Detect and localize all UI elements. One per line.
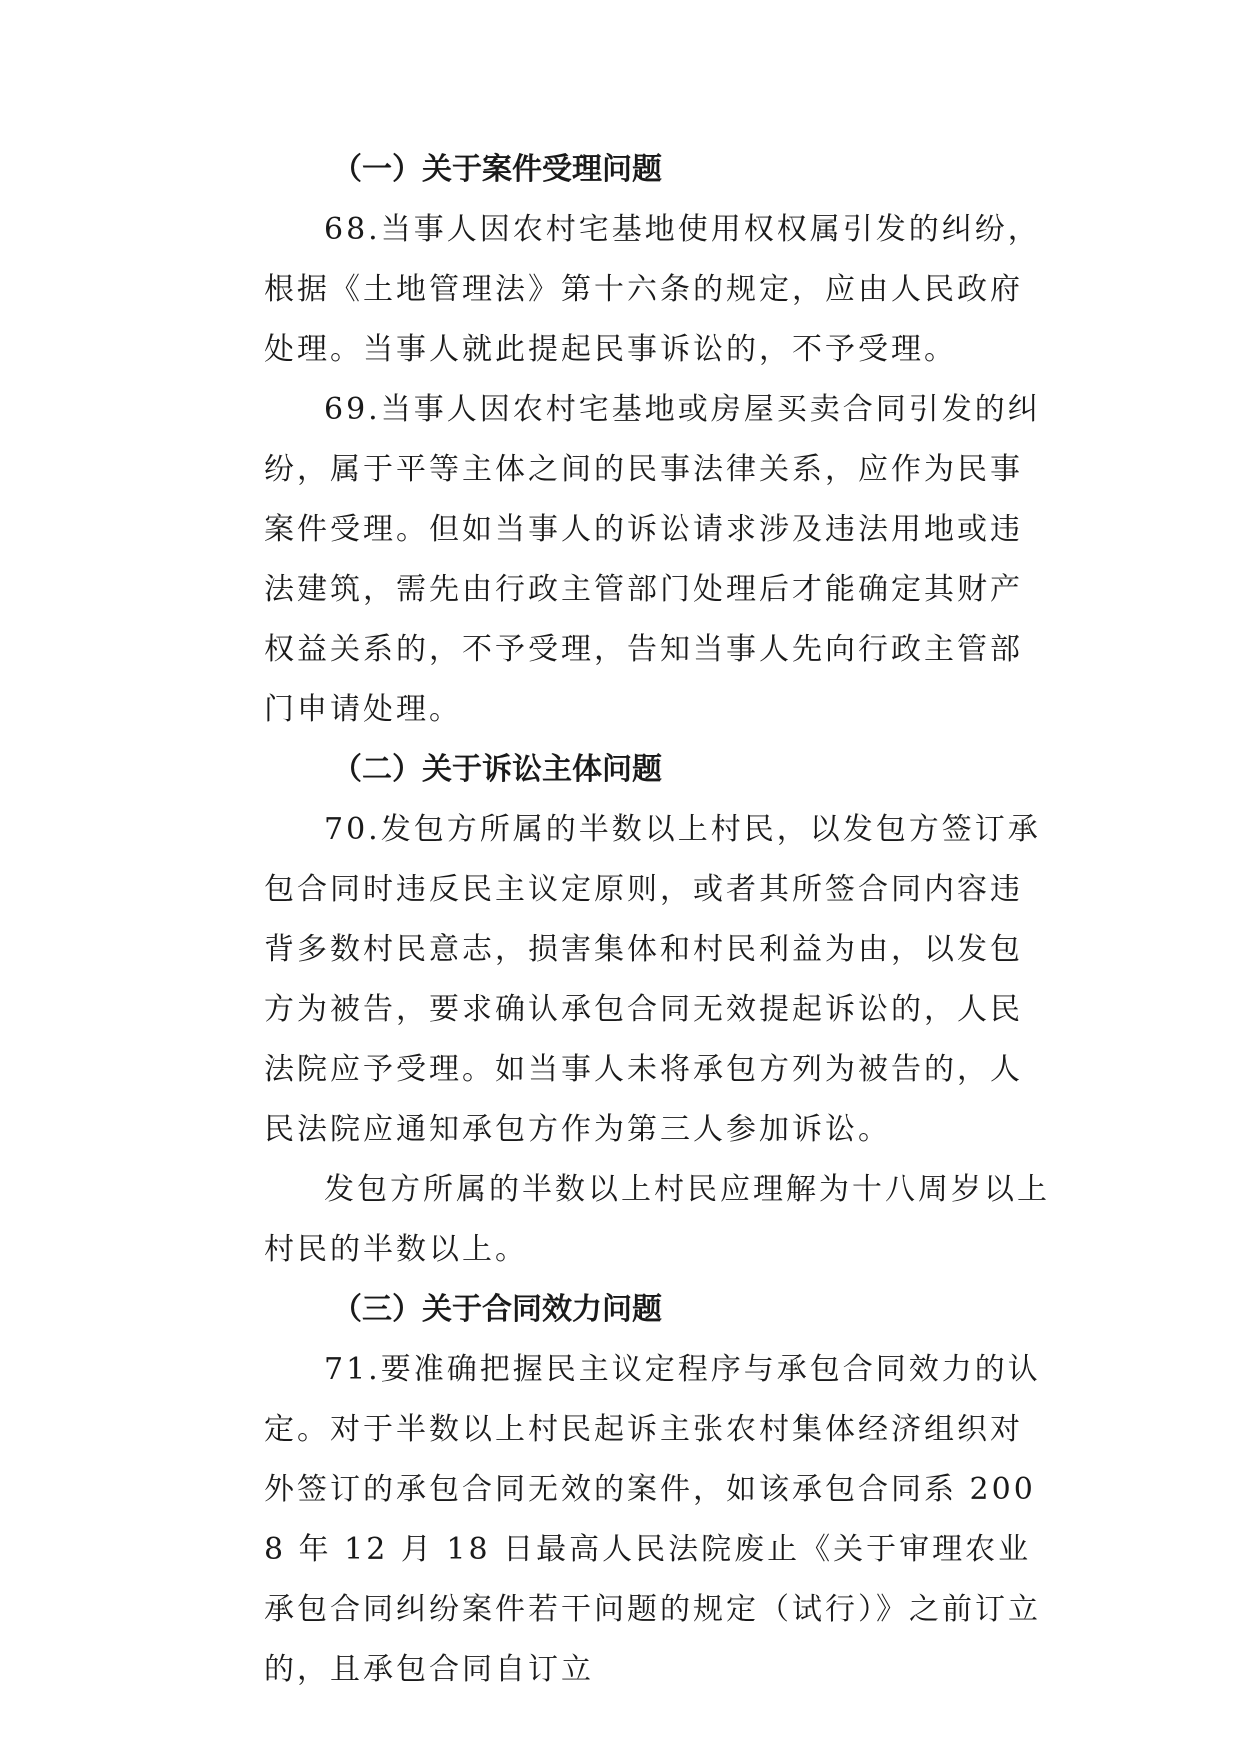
paragraph-70-note: 发包方所属的半数以上村民应理解为十八周岁以上村民的半数以上。: [264, 1172, 1050, 1267]
section-heading-litigation-parties: （二）关于诉讼主体问题: [332, 752, 662, 787]
section-heading-case-acceptance: （一）关于案件受理问题: [332, 152, 662, 187]
document-page: [264, 140, 1054, 1700]
paragraph-69: 69.当事人因农村宅基地或房屋买卖合同引发的纠纷，属于平等主体之间的民事法律关系，应作为民事案件受理。但如当事人的诉讼请求涉及违法用地或违法建筑，需先由行政主管部门处理后才能确定其财产权益关系的，不予受理，告知当事人先向行政主管部门申请处理。: [264, 392, 1041, 727]
paragraph-70: 70.发包方所属的半数以上村民，以发包方签订承包合同时违反民主议定原则，或者其所签合同内容违背多数村民意志，损害集体和村民利益为由，以发包方为被告，要求确认承包合同无效提起诉讼的，人民法院应予受理。如当事人未将承包方列为被告的，人民法院应通知承包方作为第三人参加诉讼。: [264, 812, 1041, 1147]
section-heading-contract-validity: （三）关于合同效力问题: [332, 1292, 662, 1327]
paragraph-71: 71.要准确把握民主议定程序与承包合同效力的认定。对于半数以上村民起诉主张农村集体经济组织对外签订的承包合同无效的案件，如该承包合同系 2008 年 12 月 18 日最高人民法院废止《关于审理农业承包合同纠纷案件若干问题的规定（试行）》之前订立的，且承包合同自订立: [264, 1352, 1041, 1687]
paragraph-68: 68.当事人因农村宅基地使用权权属引发的纠纷，根据《土地管理法》第十六条的规定，应由人民政府处理。当事人就此提起民事诉讼的，不予受理。: [264, 212, 1041, 367]
